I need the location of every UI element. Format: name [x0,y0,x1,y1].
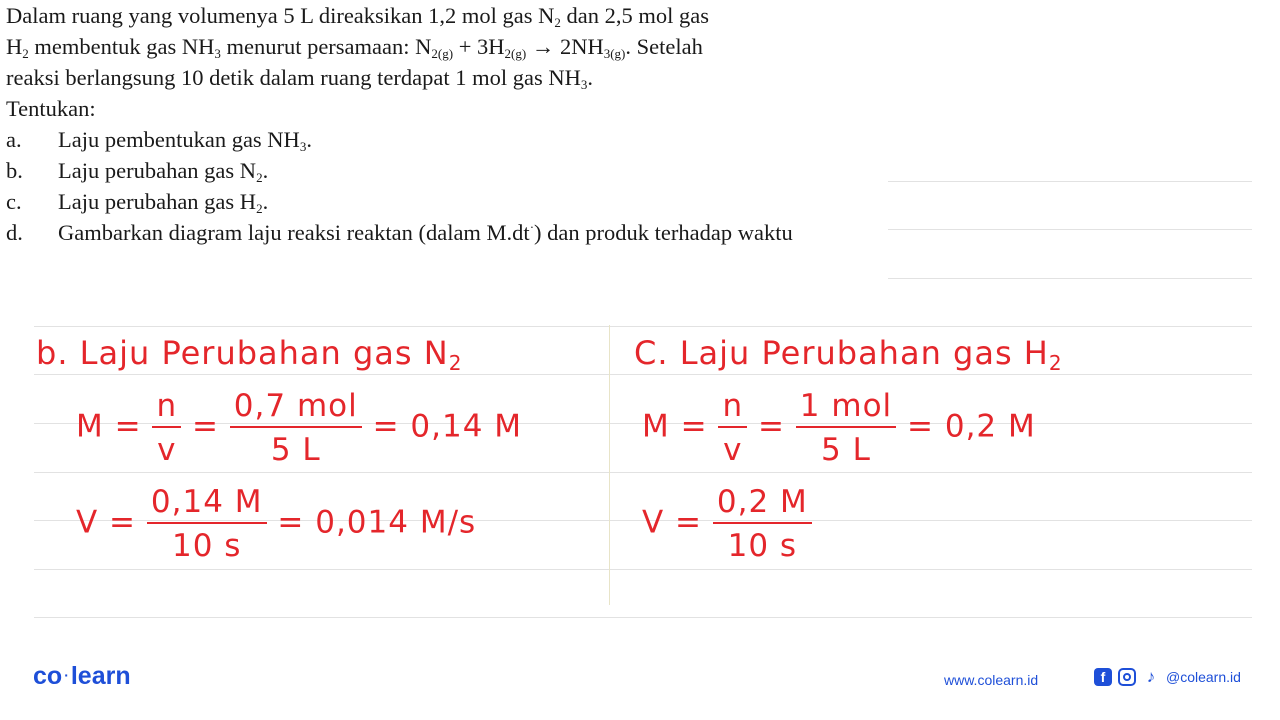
fraction-mol-over-volume: $\frac{\text{0,7 mol}}{5 L}$ [230,388,362,468]
problem-line-2: $H_2$ membentuk gas $NH_3$ menurut persamaan: $N_{2(g)} + 3H_{2(g)} \to 2NH_{3(g)}$. Setelah [6,34,703,61]
ruled-line [34,472,1252,473]
ruled-line [34,326,1252,327]
tiktok-icon[interactable]: ♪ [1146,667,1156,686]
answer-b-heading: b. Laju Perubahan gas $N_2$ [36,334,463,375]
reaction-arrow: → [526,34,560,59]
social-handle[interactable]: @colearn.id [1166,669,1241,685]
problem-line-3: reaksi berlangsung 10 detik dalam ruang terdapat 1 mol gas $NH_3$. [6,65,593,92]
answer-b-rate: V = $\frac{0,14 M}{10 s}$ = 0,014 M/s [76,484,477,564]
fraction-molarity-over-time: $\frac{0,14 M}{10 s}$ [147,484,267,564]
answer-c-rate: V = $\frac{0,2 M}{10 s}$ [642,484,812,564]
social-links [1094,668,1241,686]
column-divider [609,325,610,605]
question-item-a: a. Laju pembentukan gas $NH_3$. [6,127,312,154]
answer-c-heading: C. Laju Perubahan gas $H_2$ [634,334,1063,375]
fraction-molarity-over-time: $\frac{0,2 M}{10 s}$ [713,484,812,564]
ruled-line [888,278,1252,279]
problem-line-1: Dalam ruang yang volumenya 5 L direaksikan 1,2 mol gas $N_2$ dan 2,5 mol gas [6,3,710,30]
fraction-n-over-v: $\frac{n}{v}$ [152,388,181,468]
website-link[interactable]: www.colearn.id [944,672,1039,688]
answer-c-molarity: M = $\frac{n}{v}$ = $\frac{\text{1 mol}}{5 L}$ = 0,2 M [642,388,1036,468]
problem-instruction: Tentukan: [6,96,96,121]
question-item-d: d. Gambarkan diagram laju reaksi reaktan (dalam M.dt·) dan produk terhadap waktu [6,219,793,245]
ruled-line [34,617,1252,618]
question-item-b: b. Laju perubahan gas $N_2$. [6,158,269,185]
ruled-line [34,569,1252,570]
question-item-c: c. Laju perubahan gas $H_2$. [6,189,269,216]
instagram-icon[interactable] [1118,668,1136,686]
answer-b-molarity: M = $\frac{n}{v}$ = $\frac{\text{0,7 mol}}{5 L}$ = 0,14 M [76,388,523,468]
fraction-n-over-v: $\frac{n}{v}$ [718,388,747,468]
facebook-icon[interactable]: f [1094,668,1112,686]
colearn-logo: co ·learn [33,662,131,690]
problem-statement [6,0,886,248]
ruled-line [888,229,1252,230]
ruled-line [34,374,1252,375]
ruled-line [888,181,1252,182]
fraction-mol-over-volume: $\frac{\text{1 mol}}{5 L}$ [796,388,896,468]
